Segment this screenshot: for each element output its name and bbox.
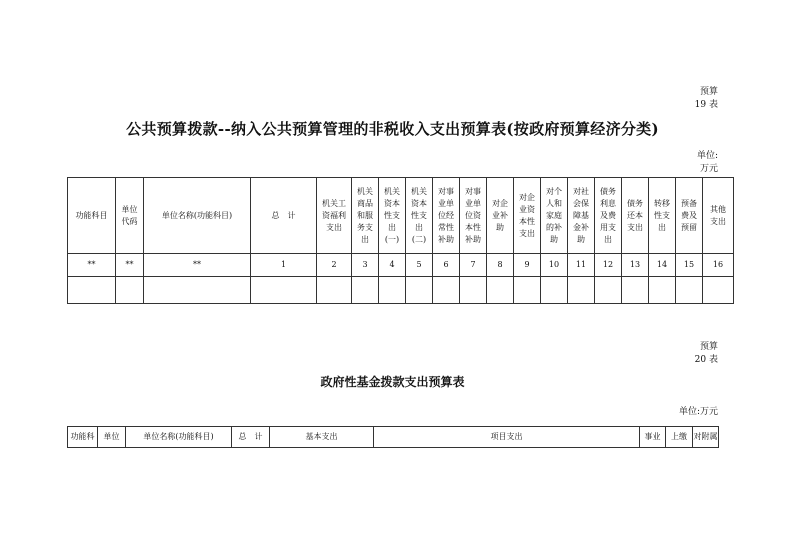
- number-cell: 15: [676, 254, 703, 277]
- form-number-20: 20 表: [694, 355, 718, 365]
- header-cell: 对事 业单 位资 本性 补助: [460, 178, 487, 254]
- empty-cell: [460, 277, 487, 304]
- header-cell: 债务 利息 及费 用支 出: [595, 178, 622, 254]
- number-cell: 4: [379, 254, 406, 277]
- empty-cell: [379, 277, 406, 304]
- number-cell: 13: [622, 254, 649, 277]
- table-19-title: 公共预算拨款--纳入公共预算管理的非税收入支出预算表(按政府预算经济分类): [126, 120, 659, 138]
- number-cell: 5: [406, 254, 433, 277]
- header-cell: 单位: [98, 427, 126, 448]
- header-cell: 总 计: [232, 427, 270, 448]
- empty-cell: [433, 277, 460, 304]
- header-cell: 上缴: [666, 427, 693, 448]
- number-cell: **: [144, 254, 251, 277]
- empty-cell: [317, 277, 352, 304]
- number-cell: **: [116, 254, 144, 277]
- header-cell: 转移 性支 出: [649, 178, 676, 254]
- number-cell: 1: [251, 254, 317, 277]
- header-cell: 基本支出: [270, 427, 374, 448]
- empty-cell: [649, 277, 676, 304]
- number-cell: 8: [487, 254, 514, 277]
- table-19-empty-row: [68, 277, 734, 304]
- number-cell: 9: [514, 254, 541, 277]
- number-cell: 16: [703, 254, 734, 277]
- empty-cell: [68, 277, 116, 304]
- empty-cell: [406, 277, 433, 304]
- number-cell: **: [68, 254, 116, 277]
- header-cell: 对个 人和 家庭 的补 助: [541, 178, 568, 254]
- header-cell: 对企 业资 本性 支出: [514, 178, 541, 254]
- number-cell: 12: [595, 254, 622, 277]
- form-label-19: 预算: [699, 87, 718, 97]
- header-cell: 其他 支出: [703, 178, 734, 254]
- number-cell: 7: [460, 254, 487, 277]
- header-cell: 事业: [640, 427, 666, 448]
- empty-cell: [595, 277, 622, 304]
- header-cell: 对社 会保 障基 金补 助: [568, 178, 595, 254]
- header-cell: 对事 业单 位经 常性 补助: [433, 178, 460, 254]
- number-cell: 14: [649, 254, 676, 277]
- table-19-number-row: [68, 254, 734, 277]
- empty-cell: [116, 277, 144, 304]
- number-cell: 3: [352, 254, 379, 277]
- empty-cell: [352, 277, 379, 304]
- number-cell: 6: [433, 254, 460, 277]
- number-cell: 2: [317, 254, 352, 277]
- header-cell: 总 计: [251, 178, 317, 254]
- header-cell: 机关 资本 性支 出 (一): [379, 178, 406, 254]
- empty-cell: [487, 277, 514, 304]
- empty-cell: [251, 277, 317, 304]
- form-label-20: 预算: [699, 342, 718, 352]
- header-cell: 预备 费及 预留: [676, 178, 703, 254]
- table-19: [67, 177, 734, 304]
- header-cell: 对企 业补 助: [487, 178, 514, 254]
- unit-20: 单位:万元: [678, 407, 718, 417]
- table-20-header-row: [68, 427, 719, 448]
- header-cell: 功能科: [68, 427, 98, 448]
- header-cell: 单位名称(功能科目): [144, 178, 251, 254]
- header-cell: 对附属: [693, 427, 719, 448]
- header-cell: 功能科目: [68, 178, 116, 254]
- header-cell: 机关 资本 性支 出 (二): [406, 178, 433, 254]
- table-19-header-row: [68, 178, 734, 254]
- empty-cell: [622, 277, 649, 304]
- empty-cell: [676, 277, 703, 304]
- header-cell: 单位名称(功能科目): [126, 427, 232, 448]
- unit-label-19: 单位:: [696, 151, 718, 161]
- header-cell: 项目支出: [374, 427, 640, 448]
- empty-cell: [514, 277, 541, 304]
- empty-cell: [703, 277, 734, 304]
- number-cell: 11: [568, 254, 595, 277]
- empty-cell: [541, 277, 568, 304]
- header-cell: 单位 代码: [116, 178, 144, 254]
- empty-cell: [144, 277, 251, 304]
- form-number-19: 19 表: [694, 100, 718, 110]
- number-cell: 10: [541, 254, 568, 277]
- empty-cell: [568, 277, 595, 304]
- header-cell: 机关工 资福利 支出: [317, 178, 352, 254]
- header-cell: 债务 还本 支出: [622, 178, 649, 254]
- unit-value-19: 万元: [699, 164, 718, 174]
- table-20-title: 政府性基金拨款支出预算表: [320, 375, 465, 389]
- header-cell: 机关 商品 和服 务支 出: [352, 178, 379, 254]
- table-20: [67, 426, 719, 448]
